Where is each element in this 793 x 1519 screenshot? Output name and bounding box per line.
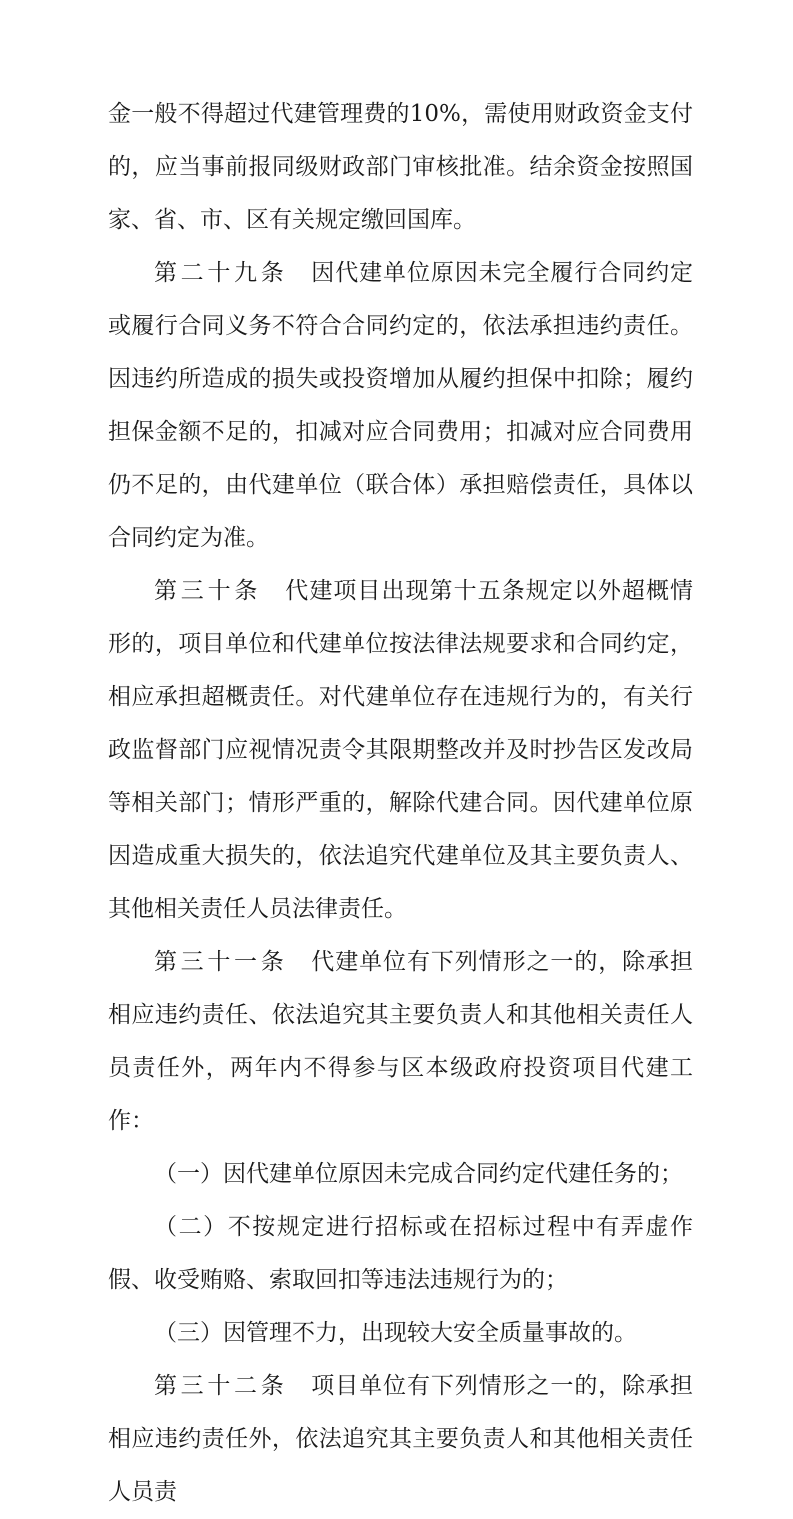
list-item-3	[108, 1307, 693, 1360]
article-32	[108, 1360, 693, 1519]
article-29	[108, 247, 693, 565]
list-item-1	[108, 1148, 693, 1201]
article-31	[108, 936, 693, 1148]
paragraph-text: 金一般不得超过代建管理费的10%，需使用财政资金支付的，应当事前报同级财政部门审核批准。结余资金按照国家、省、市、区有关规定缴回国库。	[108, 101, 693, 233]
article-number: 第三十条	[154, 578, 262, 604]
document-body	[108, 88, 693, 1519]
article-number: 第二十九条	[154, 260, 288, 286]
paragraph-fund-limit	[108, 88, 693, 247]
list-item-text: （三）因管理不力，出现较大安全质量事故的。	[154, 1320, 637, 1346]
list-item-text: （二）不按规定进行招标或在招标过程中有弄虚作假、收受贿赂、索取回扣等违法违规行为的；	[108, 1214, 693, 1293]
article-text: 项目单位有下列情形之一的，除承担相应违约责任外，依法追究其主要负责人和其他相关责任人员责	[108, 1373, 693, 1505]
article-text: 代建单位有下列情形之一的，除承担相应违约责任、依法追究其主要负责人和其他相关责任人员责任外，两年内不得参与区本级政府投资项目代建工作：	[108, 949, 693, 1134]
article-number: 第三十二条	[154, 1373, 288, 1399]
article-number: 第三十一条	[154, 949, 288, 975]
article-text: 因代建单位原因未完全履行合同约定或履行合同义务不符合合同约定的，依法承担违约责任。因违约所造成的损失或投资增加从履约担保中扣除；履约担保金额不足的，扣减对应合同费用；扣减对应合同费用仍不足的，由代建单位（联合体）承担赔偿责任，具体以合同约定为准。	[108, 260, 693, 551]
article-text: 代建项目出现第十五条规定以外超概情形的，项目单位和代建单位按法律法规要求和合同约定，相应承担超概责任。对代建单位存在违规行为的，有关行政监督部门应视情况责令其限期整改并及时抄告区发改局等相关部门；情形严重的，解除代建合同。因代建单位原因造成重大损失的，依法追究代建单位及其主要负责人、其他相关责任人员法律责任。	[108, 578, 694, 922]
list-item-text: （一）因代建单位原因未完成合同约定代建任务的；	[154, 1161, 683, 1187]
list-item-2	[108, 1201, 693, 1307]
article-30	[108, 565, 693, 936]
